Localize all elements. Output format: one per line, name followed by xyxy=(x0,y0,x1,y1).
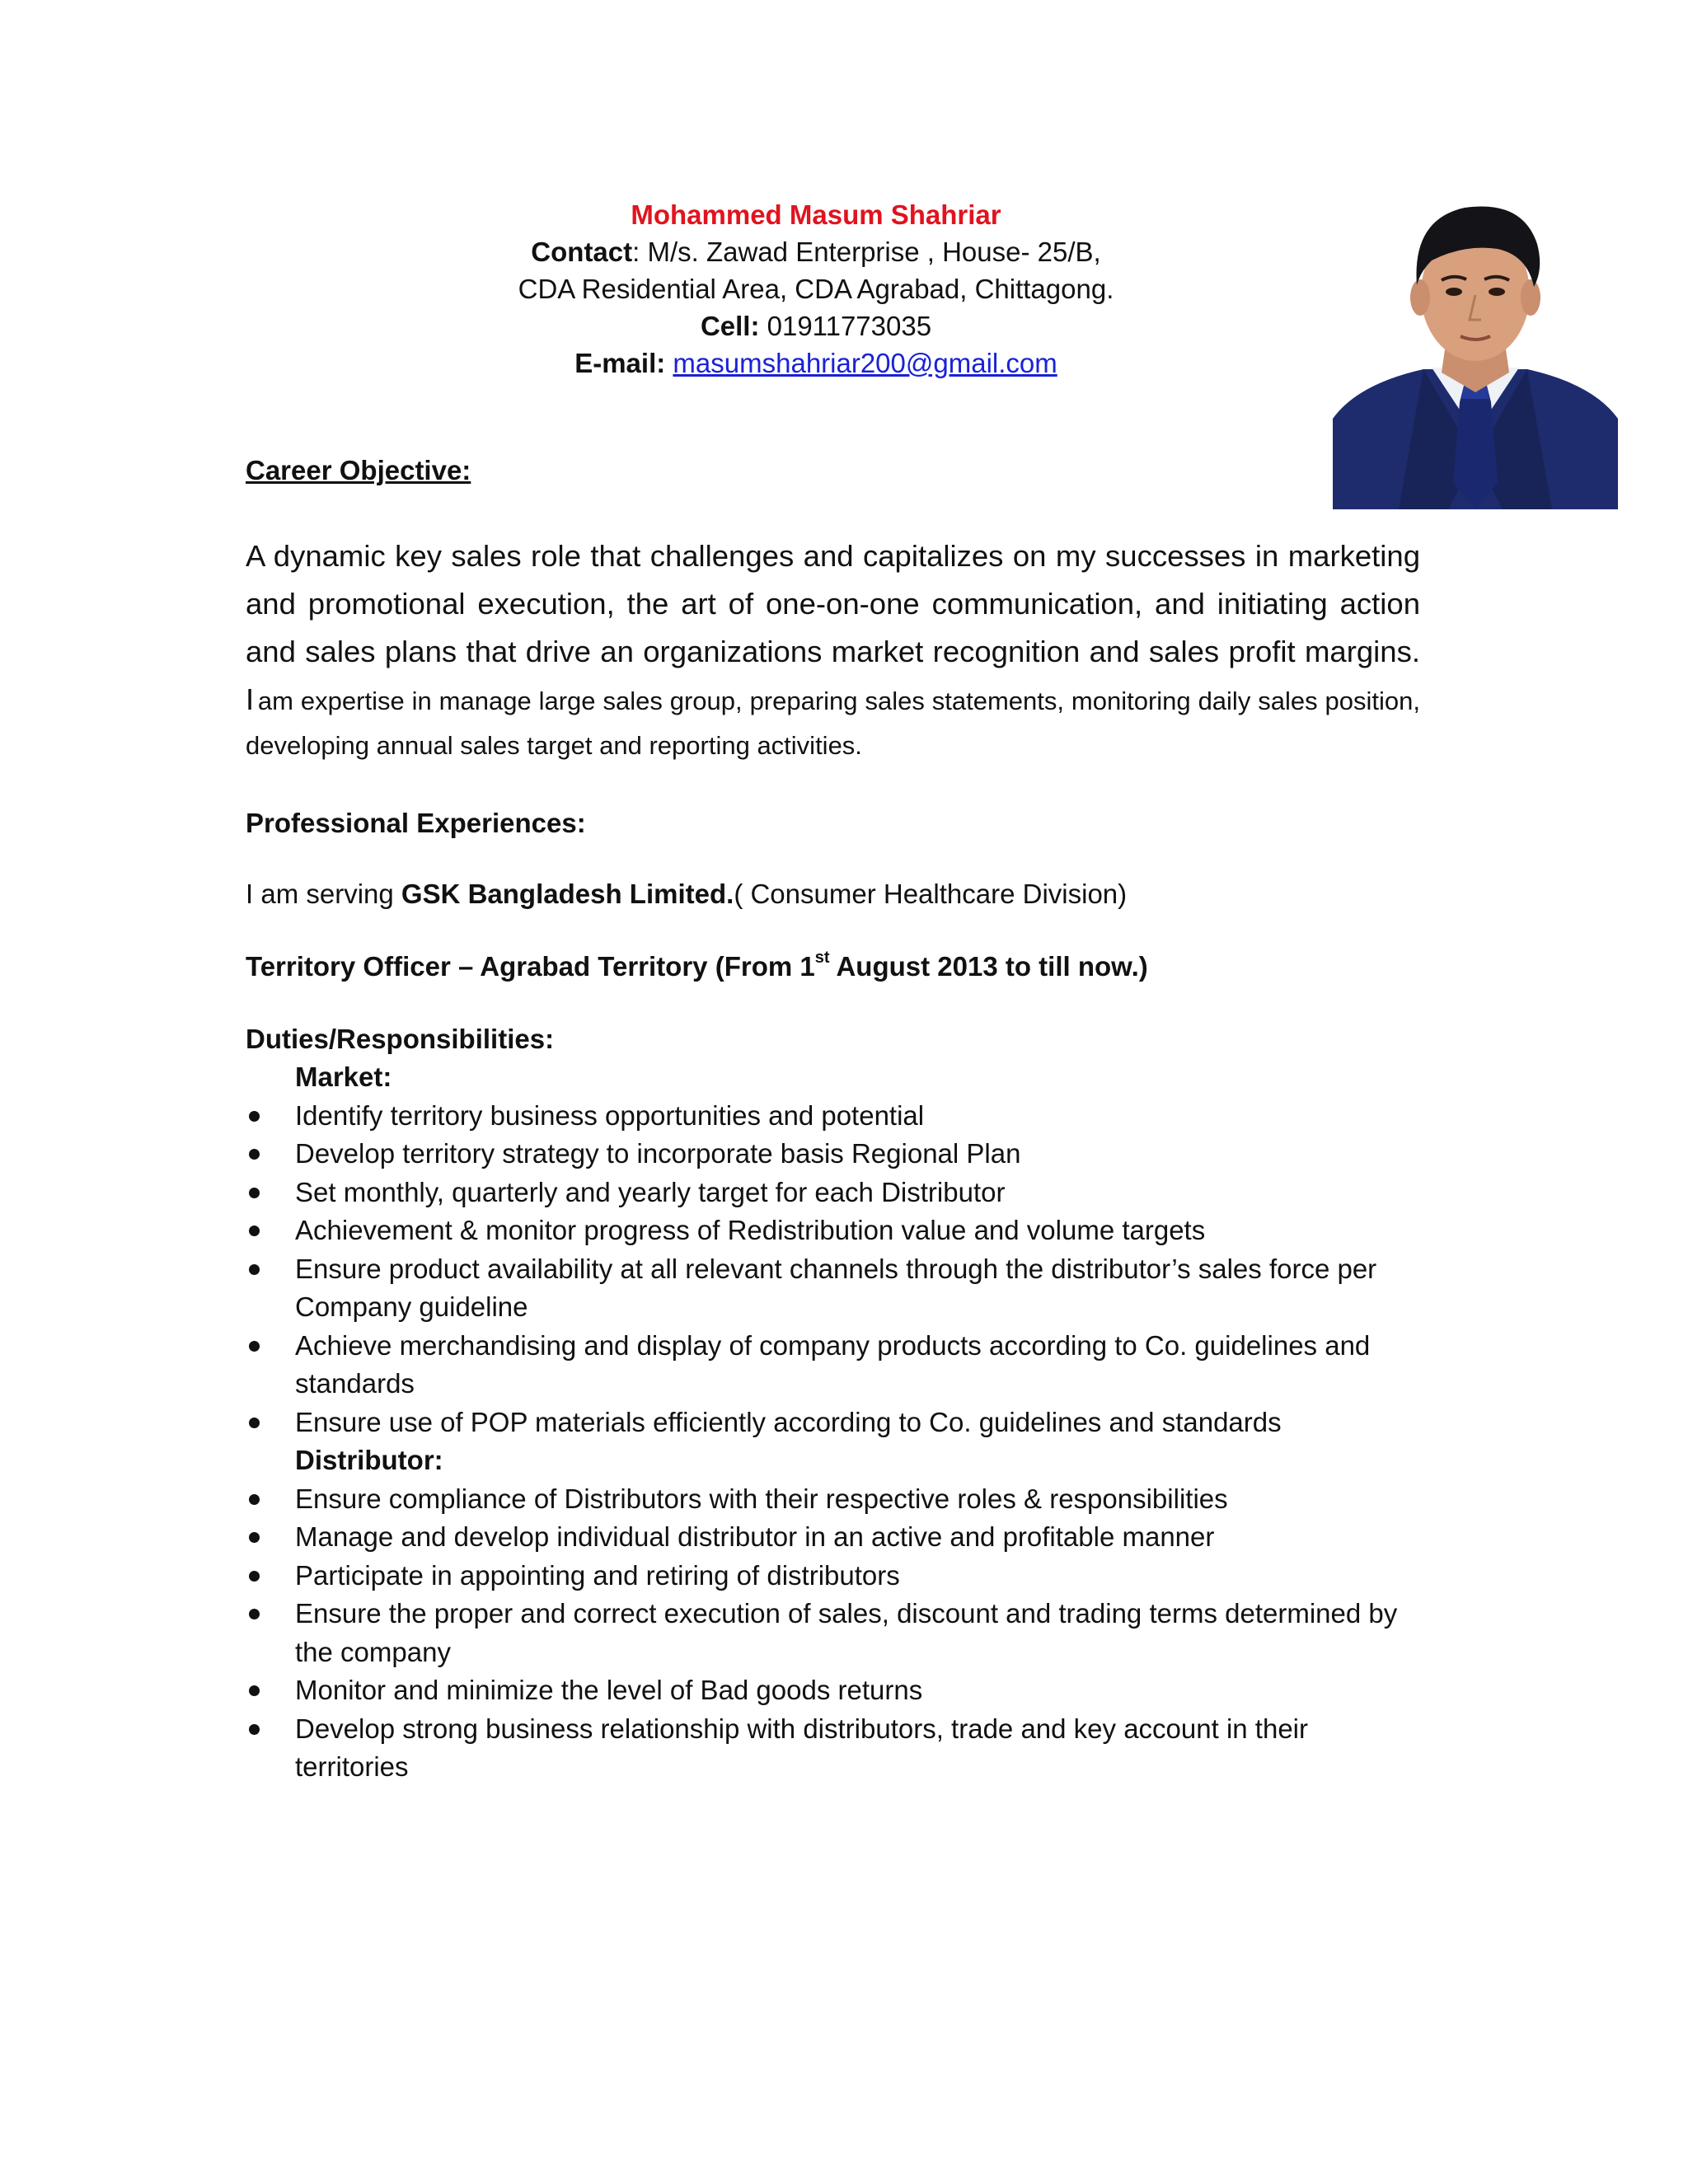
email-label: E-mail: xyxy=(574,348,666,378)
company-name: GSK Bangladesh Limited. xyxy=(401,879,734,909)
position-line xyxy=(246,948,1420,986)
person-name: Mohammed Masum Shahriar xyxy=(631,199,1001,230)
duties-title: Duties/Responsibilities: xyxy=(246,1024,555,1054)
cell-value: 01911773035 xyxy=(759,311,932,341)
list-item: Participate in appointing and retiring of distributors xyxy=(246,1557,1420,1596)
list-item: Ensure use of POP materials efficiently according to Co. guidelines and standards xyxy=(246,1404,1420,1442)
list-item: Achievement & monitor progress of Redistribution value and volume targets xyxy=(246,1212,1420,1250)
list-item: Identify territory business opportunities and potential xyxy=(246,1097,1420,1136)
list-item: Set monthly, quarterly and yearly target for each Distributor xyxy=(246,1174,1420,1212)
career-objective-text xyxy=(246,532,1420,768)
contact-address-2: CDA Residential Area, CDA Agrabad, Chittagong. xyxy=(518,274,1114,304)
contact-label: Contact xyxy=(531,237,633,267)
email-link[interactable]: masumshahriar200@gmail.com xyxy=(673,348,1057,378)
serving-prefix: I am serving xyxy=(246,879,401,909)
contact-header xyxy=(495,196,1137,382)
position-prefix: Territory Officer – Agrabad Territory (From 1 xyxy=(246,951,815,982)
list-item: Ensure the proper and correct execution of sales, discount and trading terms determined by the company xyxy=(246,1595,1420,1671)
objective-text-large: A dynamic key sales role that challenges and capitalizes on my successes in marketing and promotional execution, the art of one-on-one communication, and initiating action and sales plans that drive an organizations market recognition and sales profit margins. I xyxy=(246,539,1420,716)
position-suffix: August 2013 to till now.) xyxy=(829,951,1148,982)
position-sup: st xyxy=(814,949,830,967)
experience-title: Professional Experiences: xyxy=(246,808,586,838)
distributor-heading: Distributor: xyxy=(295,1445,443,1475)
list-item: Develop territory strategy to incorporate basis Regional Plan xyxy=(246,1135,1420,1174)
email-line xyxy=(495,344,1137,382)
division-name: ( Consumer Healthcare Division) xyxy=(734,879,1128,909)
list-item: Ensure compliance of Distributors with their respective roles & responsibilities xyxy=(246,1480,1420,1519)
resume-body xyxy=(246,452,1420,1787)
cell-line xyxy=(495,307,1137,344)
cell-label: Cell: xyxy=(700,311,760,341)
career-objective-title: Career Objective: xyxy=(246,455,471,485)
duties-list xyxy=(246,1058,1420,1787)
objective-text-small: am expertise in manage large sales group, preparing sales statements, monitoring daily sales position, developing annual sales target and reporting activities. xyxy=(246,687,1420,760)
list-item: Develop strong business relationship with distributors, trade and key account in their territories xyxy=(246,1710,1420,1787)
contact-line-1 xyxy=(495,233,1137,270)
serving-line xyxy=(246,875,1420,913)
contact-address-1: : M/s. Zawad Enterprise , House- 25/B, xyxy=(632,237,1101,267)
list-item: Manage and develop individual distributor in an active and profitable manner xyxy=(246,1518,1420,1557)
list-item: Monitor and minimize the level of Bad goods returns xyxy=(246,1671,1420,1710)
market-heading: Market: xyxy=(295,1062,392,1092)
list-item: Ensure product availability at all relevant channels through the distributor’s sales force per Company guideline xyxy=(246,1250,1420,1327)
list-item: Achieve merchandising and display of company products according to Co. guidelines and standards xyxy=(246,1327,1420,1404)
